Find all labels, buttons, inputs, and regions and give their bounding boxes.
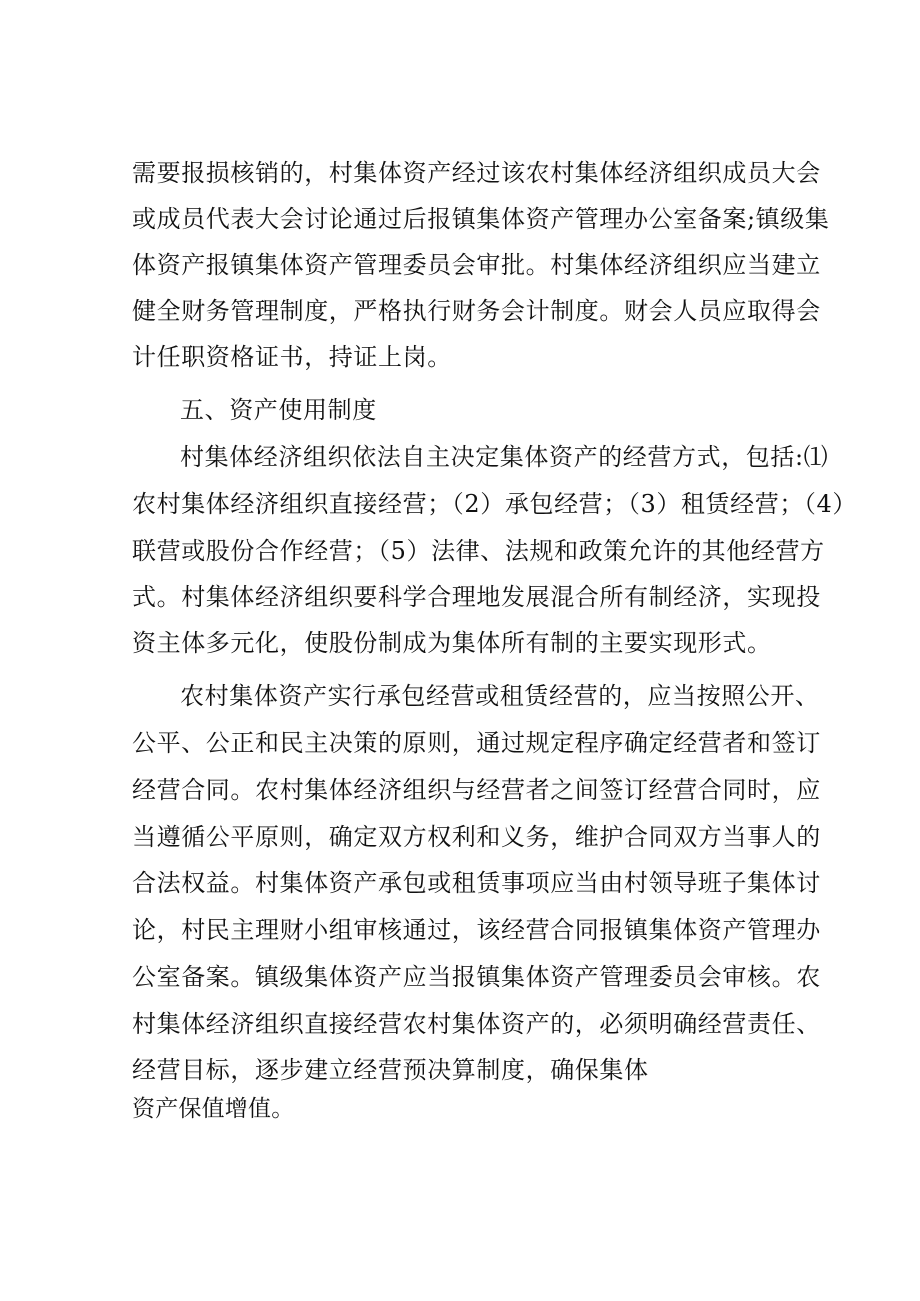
paragraph-line: 当遵循公平原则，确定双方权利和义务，维护合同双方当事人的	[132, 823, 821, 851]
paragraph-line: 公平、公正和民主决策的原则，通过规定程序确定经营者和签订	[132, 729, 821, 757]
paragraph-line: 经营目标，逐步建立经营预决算制度，确保集体	[132, 1056, 649, 1084]
paragraph-line: 联营或股份合作经营；（5）法律、法规和政策允许的其他经营方	[132, 537, 825, 565]
paragraph-line: 合法权益。村集体资产承包或租赁事项应当由村领导班子集体讨	[132, 869, 821, 897]
paragraph-line: 村集体经济组织依法自主决定集体资产的经营方式，包括:⑴	[180, 443, 829, 471]
paragraph-line: 农村集体经济组织直接经营；（2）承包经营；（3）租赁经营；（4）	[132, 490, 858, 518]
section-heading: 五、资产使用制度	[180, 396, 377, 424]
paragraph-line: 村集体经济组织直接经营农村集体资产的，必须明确经营责任、	[132, 1010, 821, 1038]
paragraph-line: 体资产报镇集体资产管理委员会审批。村集体经济组织应当建立	[132, 251, 821, 279]
paragraph-line: 公室备案。镇级集体资产应当报镇集体资产管理委员会审核。农	[132, 963, 821, 991]
paragraph-line: 需要报损核销的，村集体资产经过该农村集体经济组织成员大会	[132, 159, 821, 187]
paragraph-line: 农村集体资产实行承包经营或租赁经营的，应当按照公开、	[180, 682, 820, 710]
paragraph-line: 经营合同。农村集体经济组织与经营者之间签订经营合同时，应	[132, 776, 821, 804]
paragraph-line: 式。村集体经济组织要科学合理地发展混合所有制经济，实现投	[132, 583, 821, 611]
paragraph-line: 计任职资格证书，持证上岗。	[132, 343, 452, 371]
paragraph-line: 健全财务管理制度，严格执行财务会计制度。财会人员应取得会	[132, 297, 821, 325]
paragraph-line: 或成员代表大会讨论通过后报镇集体资产管理办公室备案;镇级集	[132, 205, 830, 233]
paragraph-line: 资主体多元化，使股份制成为集体所有制的主要实现形式。	[132, 629, 772, 657]
paragraph-line: 资产保值增值。	[132, 1096, 295, 1122]
paragraph-line: 论，村民主理财小组审核通过，该经营合同报镇集体资产管理办	[132, 916, 821, 944]
